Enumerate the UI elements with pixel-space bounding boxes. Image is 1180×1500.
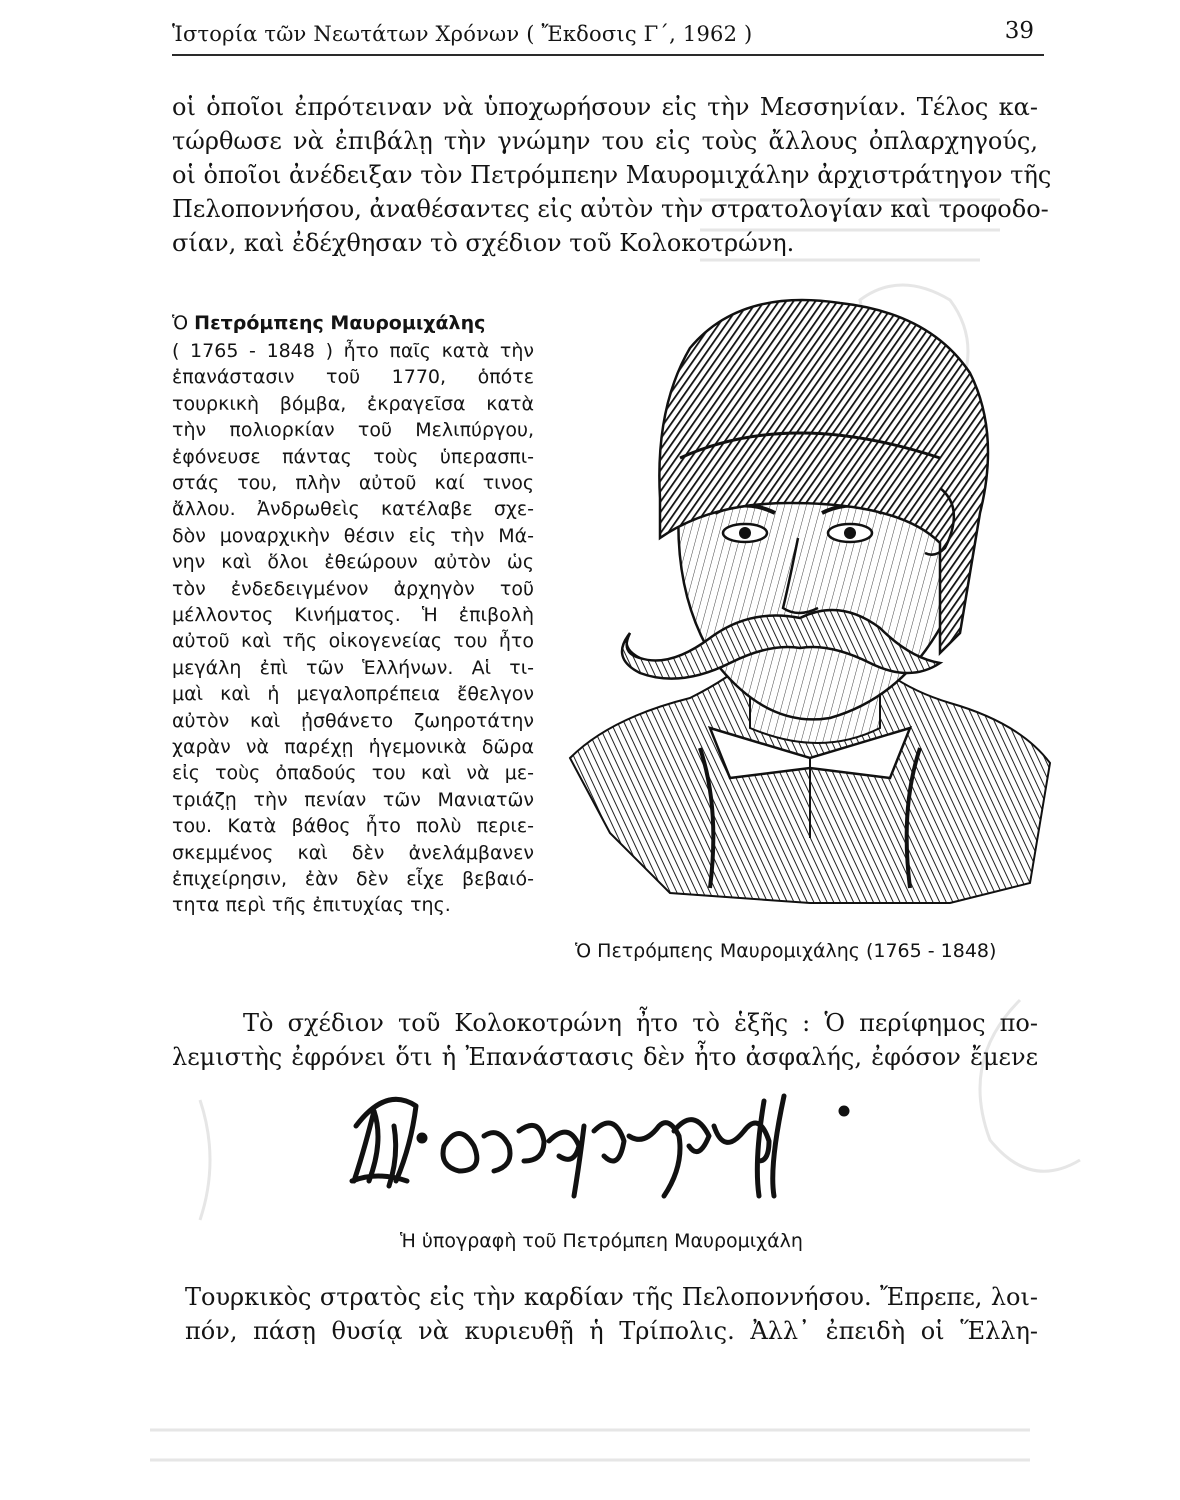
running-title: Ἱστορία τῶν Νεωτάτων Χρόνων ( Ἔκδοσις Γ΄, 1962 ) xyxy=(172,22,753,46)
page-number: 39 xyxy=(1004,18,1034,44)
body-line: Τὸ σχέδιον τοῦ Κολοκοτρώνη ἦτο τὸ ἑξῆς : Ὁ περίφημος πο- xyxy=(243,1009,1038,1037)
sidebar-line: σκεμμένος καὶ δὲν ἀνελάμβανεν xyxy=(172,842,534,864)
sidebar-line: μαὶ καὶ ἡ μεγαλοπρέπεια ἔθελγον xyxy=(172,683,534,705)
sidebar-line: εἰς τοὺς ὀπαδούς του καὶ νὰ με- xyxy=(172,762,534,784)
sidebar-line: χαρὰν νὰ παρέχῃ ἡγεμονικὰ δῶρα xyxy=(172,736,534,758)
sidebar-line: τουρκικὴ βόμβα, ἐκραγεῖσα κατὰ xyxy=(172,393,534,415)
running-header xyxy=(172,14,1034,54)
body-line: πόν, πάσῃ θυσίᾳ νὰ κυριευθῇ ἡ Τρίπολις. Ἀλλ᾽ ἐπειδὴ οἱ Ἕλλη- xyxy=(185,1317,1038,1345)
sidebar-name-prefix: Ὁ xyxy=(172,312,189,334)
intro-line: σίαν, καὶ ἐδέχθησαν τὸ σχέδιον τοῦ Κολοκοτρώνη. xyxy=(172,229,795,257)
portrait-engraving xyxy=(560,288,1060,908)
sidebar-line: τὴν πολιορκίαν τοῦ Μελιπύργου, xyxy=(172,419,534,441)
intro-line: οἱ ὁποῖοι ἐπρότειναν νὰ ὑποχωρήσουν εἰς τὴν Μεσσηνίαν. Τέλος κα- xyxy=(172,93,1038,121)
sidebar-line: μεγάλη ἐπὶ τῶν Ἑλλήνων. Αἱ τι- xyxy=(172,657,534,679)
sidebar-line: δὸν μοναρχικὴν θέσιν εἰς τὴν Μά- xyxy=(172,525,534,547)
sidebar-line: ἐπιχείρησιν, ἐὰν δὲν εἶχε βεβαιό- xyxy=(172,868,534,890)
sidebar-line: μέλλοντος Κινήματος. Ἡ ἐπιβολὴ xyxy=(172,604,534,626)
sidebar-line: ἄλλου. Ἀνδρωθεὶς κατέλαβε σχε- xyxy=(172,498,534,520)
sidebar-line: του. Κατὰ βάθος ἦτο πολὺ περιε- xyxy=(172,815,534,837)
intro-line: τώρθωσε νὰ ἐπιβάλῃ τὴν γνώμην του εἰς τοὺς ἄλλους ὀπλαρχηγούς, xyxy=(172,127,1038,155)
body-line: Τουρκικὸς στρατὸς εἰς τὴν καρδίαν τῆς Πελοποννήσου. Ἔπρεπε, λοι- xyxy=(185,1283,1038,1311)
sidebar-line: νην καὶ ὅλοι ἐθεώρουν αὐτὸν ὡς xyxy=(172,551,534,573)
sidebar-heading xyxy=(172,310,485,336)
portrait-caption: Ὁ Πετρόμπεης Μαυρομιχάλης (1765 - 1848) xyxy=(575,940,997,962)
sidebar-line: τητα περὶ τῆς ἐπιτυχίας της. xyxy=(172,894,451,916)
signature-facsimile xyxy=(344,1086,884,1216)
signature-caption: Ἡ ὑπογραφὴ τοῦ Πετρόμπεη Μαυρομιχάλη xyxy=(400,1230,803,1252)
sidebar-line: αὐτοῦ καὶ τῆς οἰκογενείας του ἦτο xyxy=(172,630,534,652)
sidebar-line: τριάζῃ τὴν πενίαν τῶν Μανιατῶν xyxy=(172,789,534,811)
intro-line: Πελοποννήσου, ἀναθέσαντες εἰς αὐτὸν τὴν στρατολογίαν καὶ τροφοδο- xyxy=(172,195,1049,223)
intro-line: οἱ ὁποῖοι ἀνέδειξαν τὸν Πετρόμπεην Μαυρομιχάλην ἀρχιστράτηγον τῆς xyxy=(172,161,1052,189)
sidebar-line: ( 1765 - 1848 ) ἦτο παῖς κατὰ τὴν xyxy=(172,340,534,362)
sidebar-line: ἐπανάστασιν τοῦ 1770, ὁπότε xyxy=(172,366,534,388)
sidebar-line: τὸν ἐνδεδειγμένον ἀρχηγὸν τοῦ xyxy=(172,578,534,600)
sidebar-name: Πετρόμπεης Μαυρομιχάλης xyxy=(194,312,486,334)
body-line: λεμιστὴς ἐφρόνει ὅτι ἡ Ἐπανάστασις δὲν ἦτο ἀσφαλής, ἐφόσον ἔμενε xyxy=(172,1043,1038,1071)
header-rule xyxy=(172,54,1044,56)
sidebar-line: ἐφόνευσε πάντας τοὺς ὑπερασπι- xyxy=(172,446,534,468)
sidebar-line: αὐτὸν καὶ ᾐσθάνετο ζωηροτάτην xyxy=(172,710,534,732)
sidebar-line: στάς του, πλὴν αὐτοῦ καί τινος xyxy=(172,472,534,494)
